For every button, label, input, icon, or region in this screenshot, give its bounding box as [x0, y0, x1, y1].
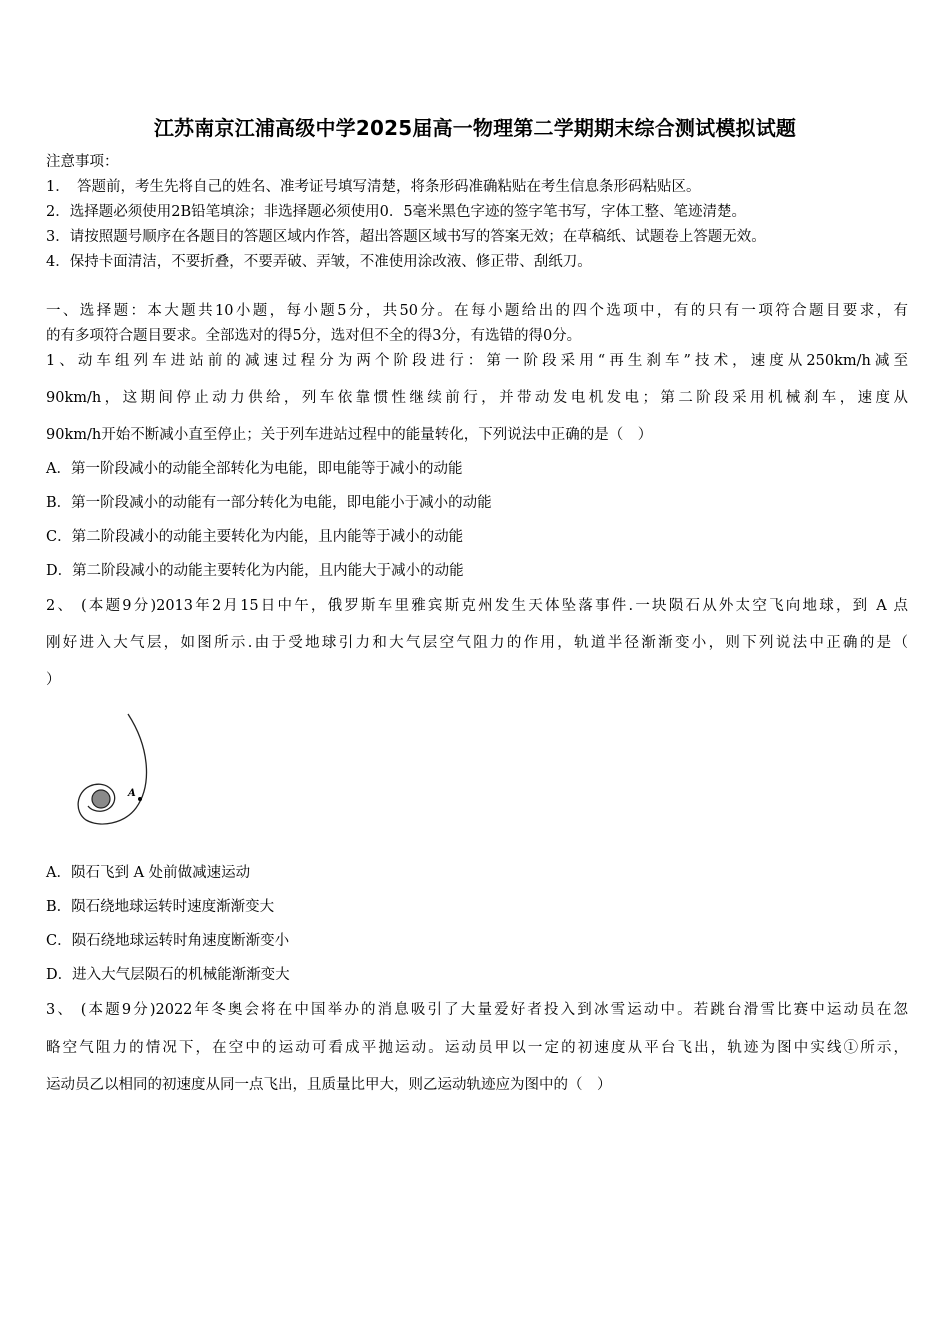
- q2-stem-line-2: 刚好进入大气层，如图所示.由于受地球引力和大气层空气阻力的作用，轨道半径渐渐变小，则下列说法中正确的是（: [46, 635, 908, 651]
- q2-stem-line-1: 2、 (本题9分)2013年2月15日中午，俄罗斯车里雅宾斯克州发生天体坠落事件.一块陨石从外太空飞向地球，到 A 点: [46, 598, 908, 614]
- q2-option-c: C．陨石绕地球运转时角速度断渐变小: [46, 933, 290, 949]
- q3-stem-line-3: 运动员乙以相同的初速度从同一点飞出，且质量比甲大，则乙运动轨迹应为图中的（ ）: [46, 1077, 612, 1093]
- q1-stem-line-1: 1、动车组列车进站前的减速过程分为两个阶段进行：第一阶段采用“再生刹车”技术，速度从250km/h减至: [46, 353, 908, 369]
- point-a-dot: [138, 797, 142, 801]
- exam-title: 江苏南京江浦高级中学2025届高一物理第二学期期末综合测试模拟试题: [153, 116, 797, 140]
- notice-heading: 注意事项：: [46, 154, 119, 170]
- notice-item-3: 3．请按照题号顺序在各题目的答题区域内作答，超出答题区域书写的答案无效；在草稿纸、试题卷上答题无效。: [46, 229, 766, 245]
- point-a-label: A: [128, 788, 136, 799]
- q2-option-d: D．进入大气层陨石的机械能渐渐变大: [46, 967, 290, 983]
- q2-option-b: B．陨石绕地球运转时速度渐渐变大: [46, 899, 275, 915]
- notice-item-1: 1． 答题前，考生先将自己的姓名、准考证号填写清楚，将条形码准确粘贴在考生信息条形码粘贴区。: [46, 179, 701, 195]
- q2-stem-line-3: ）: [46, 672, 61, 688]
- q1-option-c: C．第二阶段减小的动能主要转化为内能，且内能等于减小的动能: [46, 529, 464, 545]
- q1-option-d: D．第二阶段减小的动能主要转化为内能，且内能大于减小的动能: [46, 563, 464, 579]
- q3-stem-line-1: 3、 (本题9分)2022年冬奥会将在中国举办的消息吸引了大量爱好者投入到冰雪运动中。若跳台滑雪比赛中运动员在忽: [46, 1002, 908, 1018]
- section-intro-line-1: 一、选择题：本大题共10小题，每小题5分，共50分。在每小题给出的四个选项中，有的只有一项符合题目要求，有: [46, 303, 908, 319]
- q1-option-a: A．第一阶段减小的动能全部转化为电能，即电能等于减小的动能: [46, 461, 463, 477]
- earth-circle: [92, 790, 110, 808]
- q3-stem-line-2: 略空气阻力的情况下，在空中的运动可看成平抛运动。运动员甲以一定的初速度从平台飞出，轨迹为图中实线①所示，: [46, 1040, 908, 1056]
- q1-stem-line-3: 90km/h开始不断减小直至停止；关于列车进站过程中的能量转化，下列说法中正确的是（ ）: [46, 427, 653, 443]
- section-intro-line-2: 的有多项符合题目要求。全部选对的得5分，选对但不全的得3分，有选错的得0分。: [46, 328, 582, 344]
- q2-option-a: A．陨石飞到 A 处前做减速运动: [46, 865, 251, 881]
- q1-stem-line-2: 90km/h，这期间停止动力供给，列车依靠惯性继续前行，并带动发电机发电；第二阶段采用机械刹车，速度从: [46, 390, 908, 406]
- meteor-orbit-figure: [70, 708, 170, 838]
- meteor-trajectory: [78, 714, 146, 824]
- notice-item-4: 4．保持卡面清洁，不要折叠，不要弄破、弄皱，不准使用涂改液、修正带、刮纸刀。: [46, 254, 592, 270]
- notice-item-2: 2．选择题必须使用2B铅笔填涂；非选择题必须使用0．5毫米黑色字迹的签字笔书写，字体工整、笔迹清楚。: [46, 204, 747, 220]
- q1-option-b: B．第一阶段减小的动能有一部分转化为电能，即电能小于减小的动能: [46, 495, 492, 511]
